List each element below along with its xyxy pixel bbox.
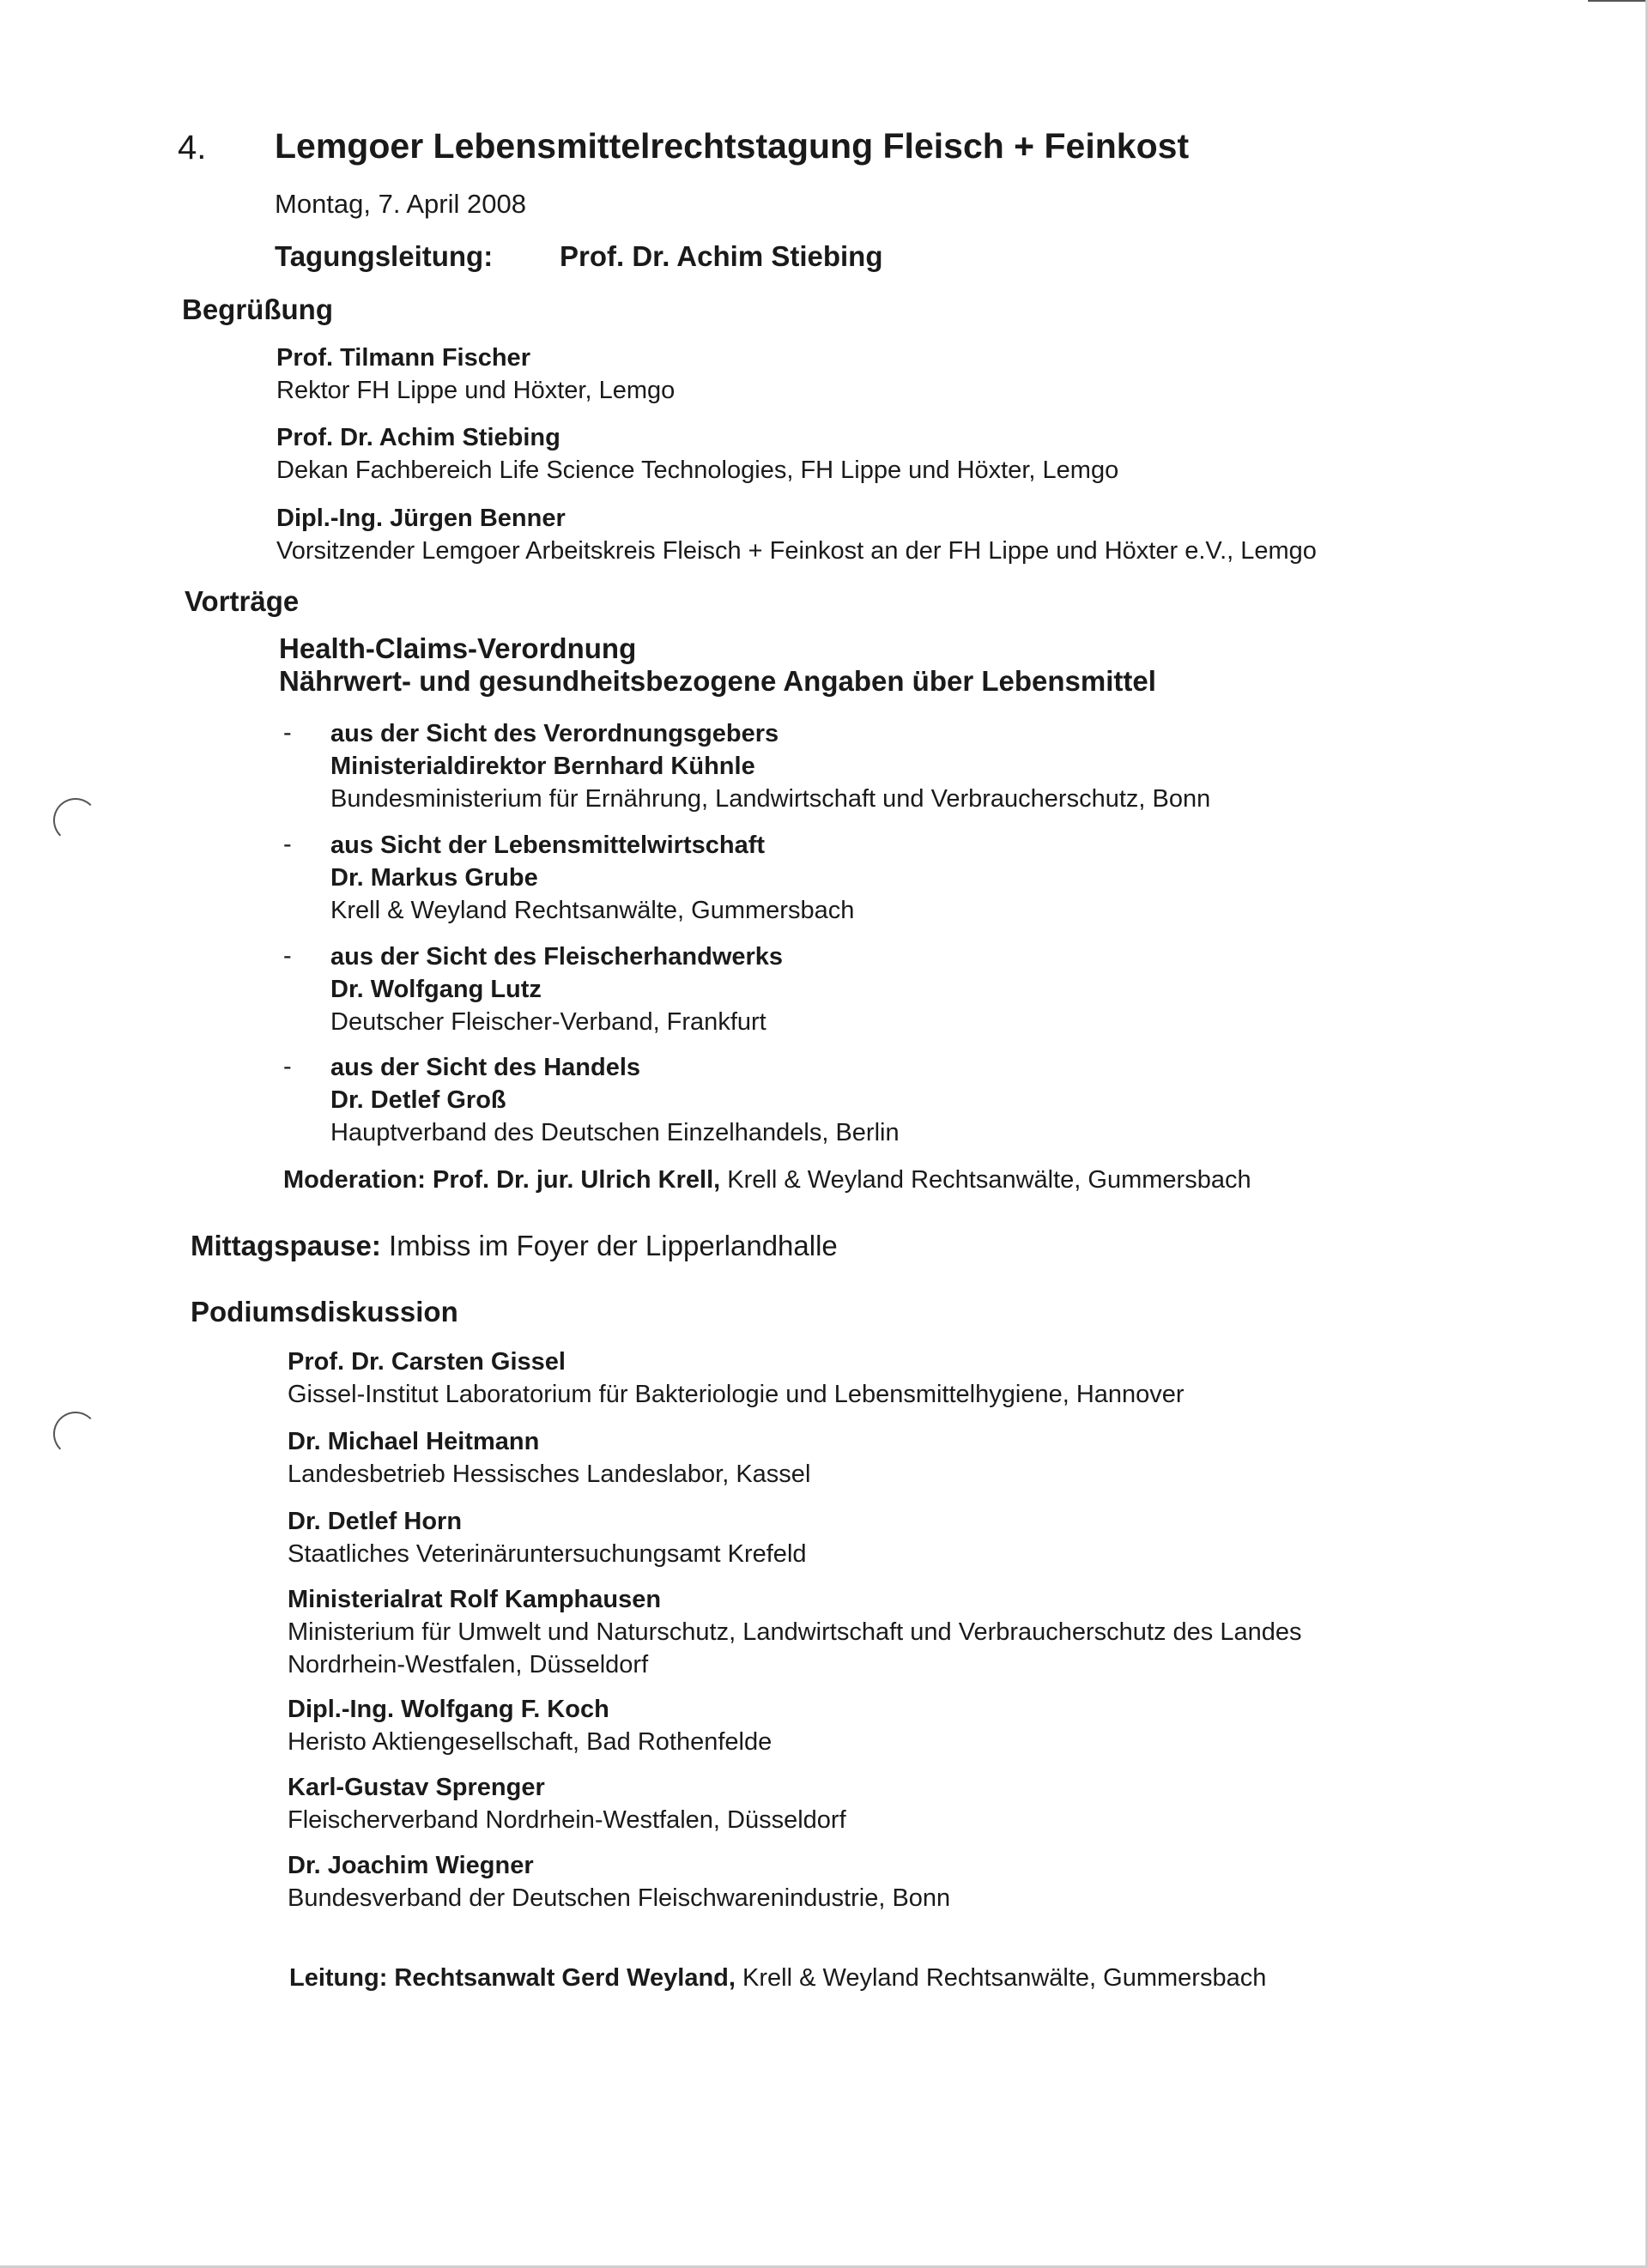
talk-affiliation: Deutscher Fleischer-Verband, Frankfurt xyxy=(330,1008,766,1036)
panel-entry xyxy=(288,1693,772,1758)
panel-lead-line xyxy=(289,1964,1266,1993)
moderation-name: Prof. Dr. jur. Ulrich Krell, xyxy=(433,1166,721,1194)
talk-speaker: Dr. Detlef Groß xyxy=(330,1086,506,1114)
section-heading-welcome: Begrüßung xyxy=(182,293,333,325)
panel-entry xyxy=(288,1425,810,1491)
panel-name: Dipl.-Ing. Wolfgang F. Koch xyxy=(288,1696,609,1723)
panel-affiliation: Gissel-Institut Laboratorium für Bakteriologie und Lebensmittelhygiene, Hannover xyxy=(288,1381,1184,1408)
lunch-line xyxy=(191,1230,838,1262)
lunch-label: Mittagspause: xyxy=(191,1230,381,1261)
panel-name: Dr. Detlef Horn xyxy=(288,1508,463,1535)
talk-entry xyxy=(330,940,783,1038)
talk-perspective: aus Sicht der Lebensmittelwirtschaft xyxy=(330,832,766,859)
panel-affiliation-line2: Nordrhein-Westfalen, Düsseldorf xyxy=(288,1651,649,1678)
moderation-label: Moderation: xyxy=(283,1166,426,1194)
panel-name: Karl-Gustav Sprenger xyxy=(288,1774,545,1801)
conference-number: 4. xyxy=(178,129,207,166)
talk-speaker: Ministerialdirektor Bernhard Kühnle xyxy=(330,753,755,780)
conference-title: Lemgoer Lebensmittelrechtstagung Fleisch + Feinkost xyxy=(275,126,1190,166)
panel-entry xyxy=(288,1346,1184,1411)
talk-affiliation: Krell & Weyland Rechtsanwälte, Gummersbach xyxy=(330,897,855,924)
talk-speaker: Dr. Markus Grube xyxy=(330,864,538,892)
welcome-entry xyxy=(276,421,1118,487)
welcome-name: Prof. Tilmann Fischer xyxy=(276,344,530,372)
list-dash: - xyxy=(283,942,292,970)
list-dash: - xyxy=(283,1053,292,1080)
panel-affiliation: Heristo Aktiengesellschaft, Bad Rothenfelde xyxy=(288,1728,772,1756)
section-heading-panel: Podiumsdiskussion xyxy=(191,1296,458,1328)
welcome-name: Prof. Dr. Achim Stiebing xyxy=(276,424,560,451)
panel-affiliation: Landesbetrieb Hessisches Landeslabor, Kassel xyxy=(288,1461,811,1488)
list-dash: - xyxy=(283,719,292,747)
talk-entry xyxy=(330,1051,900,1149)
panel-entry xyxy=(288,1771,846,1836)
panel-lead-name: Rechtsanwalt Gerd Weyland, xyxy=(394,1964,736,1992)
talk-topic-line1: Health-Claims-Verordnung xyxy=(279,632,637,664)
welcome-affiliation: Rektor FH Lippe und Höxter, Lemgo xyxy=(276,377,676,404)
chair-label: Tagungsleitung: xyxy=(275,240,494,272)
panel-lead-label: Leitung: xyxy=(289,1964,388,1992)
panel-affiliation: Fleischerverband Nordrhein-Westfalen, Düsseldorf xyxy=(288,1806,846,1834)
panel-lead-affiliation: Krell & Weyland Rechtsanwälte, Gummersbach xyxy=(742,1964,1267,1992)
talk-perspective: aus der Sicht des Handels xyxy=(330,1054,641,1081)
panel-name: Dr. Michael Heitmann xyxy=(288,1428,540,1455)
scan-edge-mark xyxy=(1588,0,1648,2)
talk-speaker: Dr. Wolfgang Lutz xyxy=(330,976,542,1003)
panel-entry xyxy=(288,1505,807,1570)
panel-entry xyxy=(288,1849,950,1914)
talk-affiliation: Hauptverband des Deutschen Einzelhandels, Berlin xyxy=(330,1119,900,1146)
panel-affiliation: Staatliches Veterinäruntersuchungsamt Krefeld xyxy=(288,1540,807,1568)
moderation-affiliation: Krell & Weyland Rechtsanwälte, Gummersbach xyxy=(727,1166,1251,1194)
welcome-entry xyxy=(276,342,675,407)
talk-perspective: aus der Sicht des Verordnungsgebers xyxy=(330,720,779,747)
moderation-line xyxy=(283,1166,1251,1194)
talk-topic xyxy=(279,632,1156,698)
punch-hole-lower xyxy=(53,1412,98,1456)
talk-entry xyxy=(330,717,1210,815)
panel-affiliation: Bundesverband der Deutschen Fleischwarenindustrie, Bonn xyxy=(288,1884,951,1912)
panel-affiliation: Ministerium für Umwelt und Naturschutz, Landwirtschaft und Verbraucherschutz des Landes xyxy=(288,1618,1302,1646)
panel-entry xyxy=(288,1583,1302,1681)
welcome-affiliation: Vorsitzender Lemgoer Arbeitskreis Fleisch + Feinkost an der FH Lippe und Höxter e.V., Lemgo xyxy=(276,537,1317,565)
panel-name: Ministerialrat Rolf Kamphausen xyxy=(288,1586,662,1613)
welcome-entry xyxy=(276,502,1317,567)
conference-date: Montag, 7. April 2008 xyxy=(275,189,526,219)
talk-perspective: aus der Sicht des Fleischerhandwerks xyxy=(330,943,784,971)
talk-affiliation: Bundesministerium für Ernährung, Landwirtschaft und Verbraucherschutz, Bonn xyxy=(330,785,1211,813)
panel-name: Dr. Joachim Wiegner xyxy=(288,1852,534,1879)
talk-topic-line2: Nährwert- und gesundheitsbezogene Angaben über Lebensmittel xyxy=(279,665,1156,697)
welcome-name: Dipl.-Ing. Jürgen Benner xyxy=(276,505,566,532)
list-dash: - xyxy=(283,831,292,858)
section-heading-talks: Vorträge xyxy=(185,585,300,617)
talk-entry xyxy=(330,829,854,927)
welcome-affiliation: Dekan Fachbereich Life Science Technologies, FH Lippe und Höxter, Lemgo xyxy=(276,457,1119,484)
lunch-text: Imbiss im Foyer der Lipperlandhalle xyxy=(389,1230,838,1261)
punch-hole-upper xyxy=(53,798,98,843)
chair-name: Prof. Dr. Achim Stiebing xyxy=(560,240,883,272)
panel-name: Prof. Dr. Carsten Gissel xyxy=(288,1348,566,1376)
